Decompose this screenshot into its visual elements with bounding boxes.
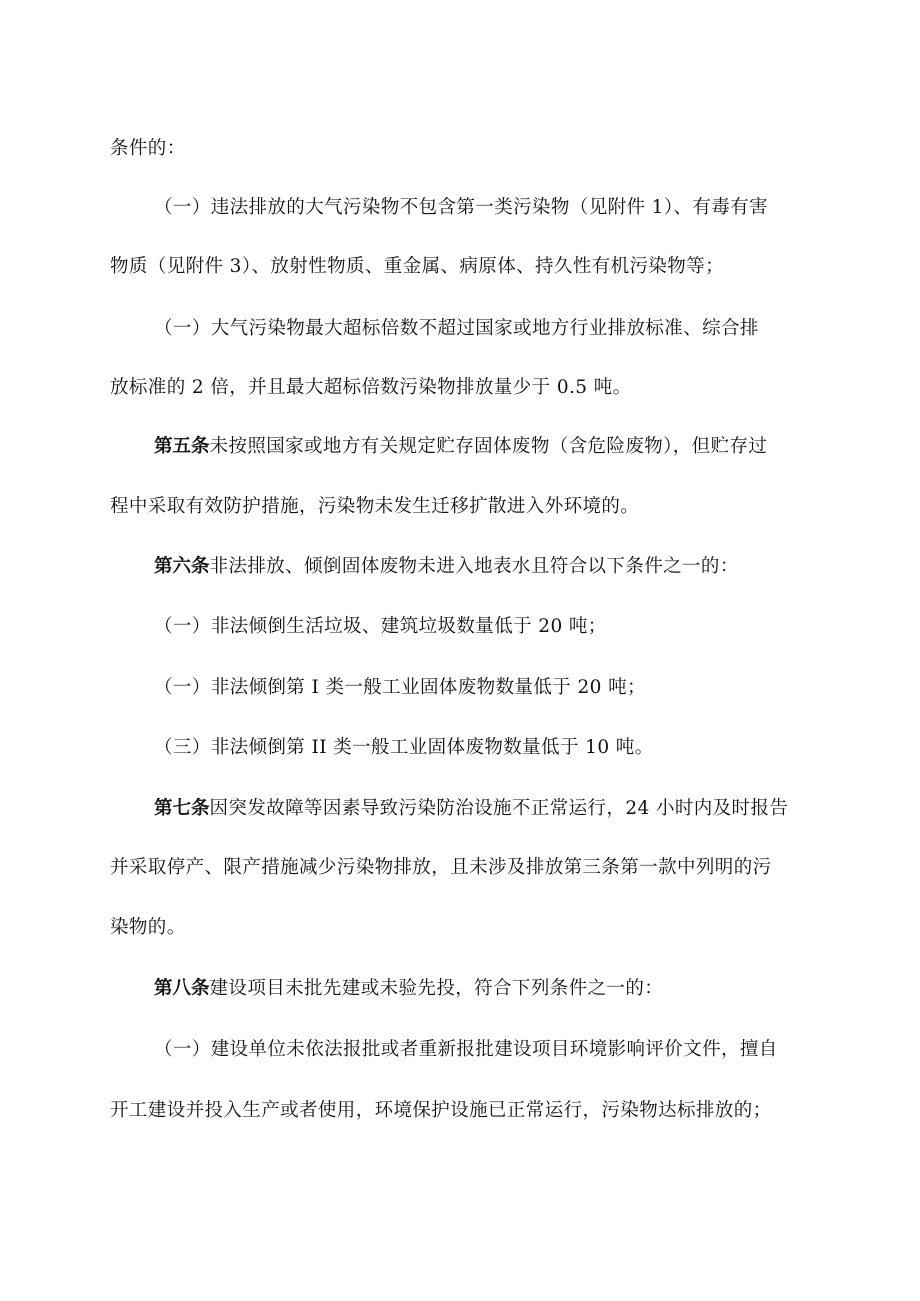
- text-line-12: [154, 794, 874, 824]
- text-line-4: [154, 314, 874, 344]
- line-text: （一）违法排放的大气污染物不包含第一类污染物（见附件 1）、有毒有害: [154, 197, 769, 218]
- text-line-13: [110, 853, 830, 883]
- line-text: 程中采取有效防护措施，污染物未发生迁移扩散进入外环境的。: [110, 496, 640, 517]
- line-text: （三）非法倾倒第 II 类一般工业固体废物数量低于 10 吨。: [154, 737, 654, 758]
- line-text: （一）大气污染物最大超标倍数不超过国家或地方行业排放标准、综合排: [154, 318, 759, 339]
- line-text: （一）建设单位未依法报批或者重新报批建设项目环境影响评价文件，擅自: [154, 1039, 778, 1060]
- text-line-7: [110, 492, 830, 522]
- line-text: 未按照国家或地方有关规定贮存固体废物（含危险废物），但贮存过: [209, 436, 768, 457]
- article-number: 第六条: [154, 556, 210, 577]
- text-line-11: [154, 733, 874, 763]
- text-line-15: [154, 974, 874, 1004]
- text-line-9: [154, 612, 874, 642]
- line-text: 物质（见附件 3）、放射性物质、重金属、病原体、持久性有机污染物等；: [110, 256, 725, 277]
- line-text: 开工建设并投入生产或者使用，环境保护设施已正常运行，污染物达标排放的；: [110, 1100, 772, 1121]
- text-line-14: [110, 913, 830, 943]
- text-line-8: [154, 552, 874, 582]
- line-text: （一）非法倾倒第 I 类一般工业固体废物数量低于 20 吨；: [154, 677, 646, 698]
- text-line-3: [110, 252, 830, 282]
- article-number: 第七条: [154, 798, 210, 819]
- text-line-10: [154, 673, 874, 703]
- text-line-5: [110, 373, 830, 403]
- article-number: 第八条: [154, 978, 210, 999]
- text-line-6: [154, 432, 874, 462]
- line-text: 因突发故障等因素导致污染防治设施不正常运行，24 小时内及时报告: [209, 798, 789, 819]
- line-text: 非法排放、倾倒固体废物未进入地表水且符合以下条件之一的：: [209, 556, 739, 577]
- text-line-17: [110, 1096, 830, 1126]
- text-line-1: [110, 134, 830, 164]
- line-text: 并采取停产、限产措施减少污染物排放，且未涉及排放第三条第一款中列明的污: [110, 857, 772, 878]
- text-line-16: [154, 1035, 874, 1065]
- line-text: 染物的。: [110, 917, 186, 938]
- text-line-2: [154, 193, 874, 223]
- line-text: （一）非法倾倒生活垃圾、建筑垃圾数量低于 20 吨；: [154, 616, 607, 637]
- article-number: 第五条: [154, 436, 210, 457]
- line-text: 放标准的 2 倍，并且最大超标倍数污染物排放量少于 0.5 吨。: [110, 377, 632, 398]
- line-text: 条件的：: [110, 138, 186, 159]
- line-text: 建设项目未批先建或未验先投，符合下列条件之一的：: [209, 978, 664, 999]
